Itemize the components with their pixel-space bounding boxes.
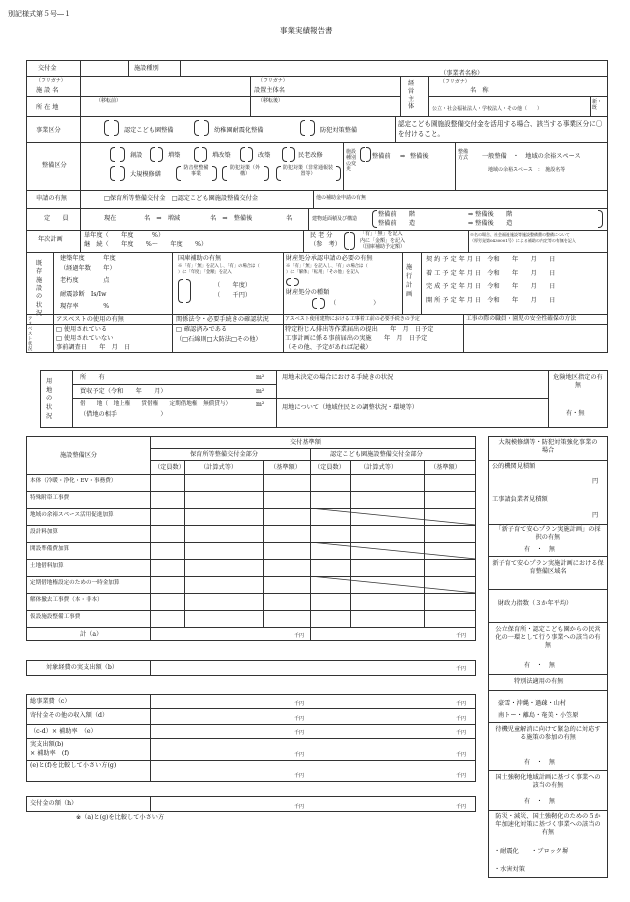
teiin-label: 定 員 <box>44 215 69 222</box>
side-s2: 公的機関見積額 <box>492 463 536 470</box>
row-label-0: 本体（冷暖・浄化・EV・事務費） <box>30 478 117 484</box>
side-s8: 特別法適用の有無 <box>514 678 564 685</box>
senen-h2: 千円 <box>456 804 467 810</box>
nendo2: （ 年度） <box>214 282 252 289</box>
row-label-2: 地域の余裕スペース活用促進加算 <box>30 512 114 518</box>
sk8: 防犯対策（外構） <box>229 165 260 177</box>
k1: 契 約 予 定 年 月 日 令和 年 月 日 <box>426 256 556 263</box>
senen-f2: 千円 <box>456 752 467 758</box>
kokko-label: 国庫補助の有無 <box>178 255 222 262</box>
sanko: （参 考） <box>310 241 341 248</box>
soujigyo: 総事業費（c） <box>30 698 71 705</box>
side-s12: 国土強靭化地域計画に基づく事業への該当の有無 <box>495 774 601 789</box>
senen-e2: 千円 <box>456 730 467 736</box>
page-title: 事業実績報告書 <box>280 26 333 35</box>
kankei1: □ 確認済みである <box>176 326 228 333</box>
ippan: 一般整備 ・ 地域の余裕スペース <box>482 153 581 160</box>
cd: （c-d）× 補助率 （e） <box>30 728 97 735</box>
m2-1: m² <box>256 374 265 381</box>
jk1: 認定こども園整備 <box>124 127 174 134</box>
side-s10: 南トー・離島・奄美・小笠原 <box>498 712 579 719</box>
zou-go: ⇒ 整備後 造 <box>468 220 513 227</box>
sk3: 増改築 <box>212 152 231 159</box>
kofukin-label: 交付金 <box>38 65 57 72</box>
hikaku: (e)と(f)を比較して小さい方(g) <box>30 762 117 769</box>
seibi-go-mei: 名 ⇒ 整備後 <box>210 215 253 222</box>
crossout-line <box>310 576 476 593</box>
crossout-line <box>310 508 476 525</box>
sk9: 防犯対策（非常通報装置等） <box>282 165 333 177</box>
taishin: 耐震診断 Is/Iw <box>60 291 107 298</box>
asbest-d: 事前調査日 年 月 日 <box>56 344 131 351</box>
koji: 工事計画に係る事前届出の実施 年 月 日予定 <box>285 335 428 342</box>
side-s1: 大規模修繕等・防犯対策強化事業の場合 <box>498 439 598 454</box>
side-s9: 豪雪・沖縄・過疎・山村 <box>498 700 567 707</box>
k3: 完 成 予 定 年 月 日 令和 年 月 日 <box>426 283 556 290</box>
chiku: 建築年度 年度 <box>60 255 116 262</box>
koji-shokuin: 工事の際の職員・園児の安全性確保の方法 <box>466 316 577 322</box>
yochi-chiiki: 用地について（地域住民との調整状況・環境等） <box>282 404 418 411</box>
side-uu4: 有 ・ 無 <box>524 798 555 805</box>
asbest-kyoka: アスベスト使用建物における工事着工前の必要手続きの予定 <box>285 316 420 322</box>
senen-g2: 千円 <box>456 773 467 779</box>
row-label-4: 開設準備費加算 <box>30 546 70 552</box>
crossout-line <box>310 542 476 559</box>
meisho-label: 名 称 <box>470 87 489 94</box>
seibi-go: 整備後 <box>410 153 429 160</box>
kei-senen-2: 千円 <box>456 633 467 639</box>
genzai: 現在 <box>104 215 117 222</box>
zaisan-shubetsu: 財産処分の種類 <box>286 289 330 296</box>
side-s5: 新子育て安心プラン実施計画における保育整備区域名 <box>492 560 604 575</box>
jk3: 防犯対策整備 <box>320 127 358 134</box>
senen-d2: 千円 <box>456 716 467 722</box>
side-s4: 「新子育て安心プラン実施計画」の採択の有無 <box>495 526 601 541</box>
jk2: 幼稚園耐震化整備 <box>214 127 264 134</box>
hoka-hojo: 他の補助金申請の有無 <box>316 195 367 201</box>
nintei-bu: 認定こども園施設整備交付金部分 <box>330 451 423 458</box>
seibi-kubun-label: 整備区分 <box>42 162 67 169</box>
kankei2: （□石綿則□大防法□その他） <box>176 336 262 343</box>
shozaichi-label: 所 在 地 <box>36 104 59 111</box>
shoyu: 所 有 <box>80 374 105 381</box>
taisho: 対象経費の実支出額（b） <box>46 664 119 671</box>
sk1: 創設 <box>130 152 143 159</box>
asbest-u: □ 使用されている <box>56 326 108 333</box>
row-label-6: 定期借地権設定のための一時金加算 <box>30 580 120 586</box>
kofu-kijun: 交付基準額 <box>290 439 321 446</box>
teikyu-2: （定員数） <box>314 464 345 471</box>
kifu: 寄付金その他の収入額（d） <box>30 712 109 719</box>
shiko-label: 施行計画 <box>406 264 413 298</box>
asbest-n: □ 使用されていない <box>56 335 114 342</box>
furigana2: （フリガナ） <box>258 78 288 84</box>
hoikusho-check: □保育所等整備交付金 □認定こども園施設整備交付金 <box>104 195 259 202</box>
form-number: 別記様式第５号―１ <box>8 10 71 18</box>
side-uu3: 有 ・ 無 <box>524 759 555 766</box>
jishishutsu: 実支出額(b) <box>30 741 64 748</box>
sk4: 改築 <box>258 152 271 159</box>
genzon: 現存率 % <box>60 303 110 310</box>
side-s13: 防災・減災、国土強靭化のための５か年加速化対策に基づく事業への該当の有無 <box>495 813 601 836</box>
side-s3: 工事請負業者見積額 <box>492 496 548 503</box>
iten-mae: （移転前） <box>96 98 122 104</box>
senen-h1: 千円 <box>294 804 305 810</box>
k4: 開 所 予 定 年 月 日 令和 年 月 日 <box>426 297 556 304</box>
asbest-label: アスベスト状況 <box>28 317 33 352</box>
kofu-gaku: 交付金の額（h） <box>30 800 78 807</box>
row-label-3: 設計料加算 <box>30 529 58 535</box>
side-s6: 財政力指数（３か年平均） <box>498 600 573 607</box>
kofu-note: ※（a)と(g)を比較して小さい方 <box>76 814 165 821</box>
minrou: 民 老 分 <box>310 232 333 239</box>
seibi-hoshiki: 整備方式 <box>458 149 469 161</box>
kiken: 危険地区指定の有無 <box>553 374 603 389</box>
shisetsu-mei-label: 施 設 名 <box>36 87 59 94</box>
senen-f1: 千円 <box>294 752 305 758</box>
side-uu2: 有 ・ 無 <box>524 662 555 669</box>
baishu: 買収予定（令和 年 月） <box>80 388 167 395</box>
jigyo-kubun-label: 事業区分 <box>36 127 61 134</box>
taisho-senen: 千円 <box>456 666 467 672</box>
side-s14: ・耐震化 ・ブロック塀 <box>494 848 569 855</box>
sk7: 防音壁整備事業 <box>183 165 209 177</box>
kei-senen-1: 千円 <box>294 633 305 639</box>
tan-nen: 単年度（ 年度 %） <box>84 232 165 239</box>
keisan-1: （計算式等） <box>200 464 238 471</box>
senen-d1: 千円 <box>294 716 305 722</box>
kizon-label: 既存施設の状況 <box>36 260 43 318</box>
floor-mae: 整備前 階 <box>378 211 416 218</box>
row-label-7: 解体撤去工事費（本・非本） <box>30 597 103 603</box>
jk-note: 認定こども園施設整備交付金を活用する場合、該当する事業区分に〇を付けること。 <box>398 120 603 138</box>
sk2: 増築 <box>168 152 181 159</box>
sk5: 民老改修 <box>298 152 323 159</box>
senen-e1: 千円 <box>294 730 305 736</box>
sonota: （その他、予定があれば記載） <box>285 344 372 351</box>
kijun-2: （基準額） <box>430 464 461 471</box>
kosha: 公立・社会福祉法人・学校法人・その他（ ） <box>432 106 543 112</box>
kei: 計（a） <box>80 631 103 638</box>
row-label-1: 特殊附帯工事費 <box>30 495 70 501</box>
row-label-8: 仮設施設整備工事費 <box>30 614 81 620</box>
zou-mae: 整備前 造 <box>378 220 416 227</box>
tokutei: 特定粉じん排出等作業届出の提出 年 月 日予定 <box>285 326 434 333</box>
zaisan-label: 財産処分承認申請の必要の有無 <box>286 255 373 262</box>
k2: 着 工 予 定 年 月 日 令和 年 月 日 <box>426 270 556 277</box>
shakuchi-aite: （借地の相手 ） <box>80 411 167 418</box>
side-s7: 公立保育所・認定こども園からの民営化の一環として行う事業への該当の有無 <box>495 626 601 649</box>
teikyu-1: （定員数） <box>154 464 185 471</box>
kofu-gaku-row <box>26 796 476 812</box>
keiei-shutai-label: 経 営 主 体 <box>408 80 415 111</box>
m2-3: m² <box>256 401 265 408</box>
secchi-shutai-label: 設置主体名 <box>254 87 285 94</box>
shisetsu-kubun: 施設整備区分 <box>60 452 98 459</box>
kijun-1: （基準額） <box>270 464 301 471</box>
side-s11: 待機児童解消に向けて緊急的に対応する施策の参加の有無 <box>495 726 601 741</box>
furigana1: （フリガナ） <box>36 78 66 84</box>
senen-c2: 千円 <box>456 701 467 707</box>
m2-2: m² <box>256 388 265 395</box>
shinsei-label: 申請の有無 <box>36 195 67 202</box>
rokyudo: 老朽度 点 <box>60 277 110 284</box>
senen-label: （ 千円） <box>214 292 252 299</box>
furigana3: （フリガナ） <box>440 79 470 85</box>
sk6: 大規模修繕 <box>130 171 161 178</box>
hojo: × 補助率 (f) <box>30 750 70 757</box>
chiiki: 地域の余裕スペース ： 施設名等 <box>488 167 566 173</box>
floor-go: ⇒ 整備後 階 <box>468 211 513 218</box>
kenchiku-label: 建物延面積及び構造 <box>312 216 358 222</box>
mei2: 名 <box>286 215 293 222</box>
row-label-5: 土地借料加算 <box>30 563 64 569</box>
shisetsu-henko: 施設種別の変更 <box>346 149 357 173</box>
seibi-mae: 整備前 <box>372 153 391 160</box>
kankei: 関係法令・必要手続きの確認状況 <box>176 316 269 323</box>
side-uu1: 有 ・ 無 <box>524 546 555 553</box>
side-en2: 円 <box>592 512 599 519</box>
side-s15: ・水害対策 <box>494 866 525 873</box>
shisetsu-shubetsu-label: 施設種別 <box>134 65 159 72</box>
keisan-2: （計算式等） <box>360 464 398 471</box>
senen-g1: 千円 <box>294 773 305 779</box>
yochi-mi: 用地未決定の場合における手続きの状況 <box>282 374 394 381</box>
keika: （経過年数 年） <box>60 265 116 272</box>
asbest1: アスベストの使用の有無 <box>56 316 124 323</box>
kiken-umu: 有・無 <box>566 410 585 417</box>
shin-ki: 新・既 <box>592 99 603 111</box>
yochi-label: 用地の状況 <box>46 378 53 420</box>
nendo-label: 年次計画 <box>38 236 63 243</box>
senen-c1: 千円 <box>294 701 305 707</box>
hoiku-bu: 保育所等整備交付金部分 <box>190 451 259 458</box>
keizoku: 継 続（ 年度 %～ 年度 %） <box>84 241 208 248</box>
iten-go: （移転後） <box>258 98 284 104</box>
jigyosha-label: （事業者名称） <box>440 70 484 77</box>
shakuchi: 借 地（ 地上権 賃借権 定期借地権 無償貸与） <box>80 401 232 407</box>
side-en1: 円 <box>592 478 599 485</box>
